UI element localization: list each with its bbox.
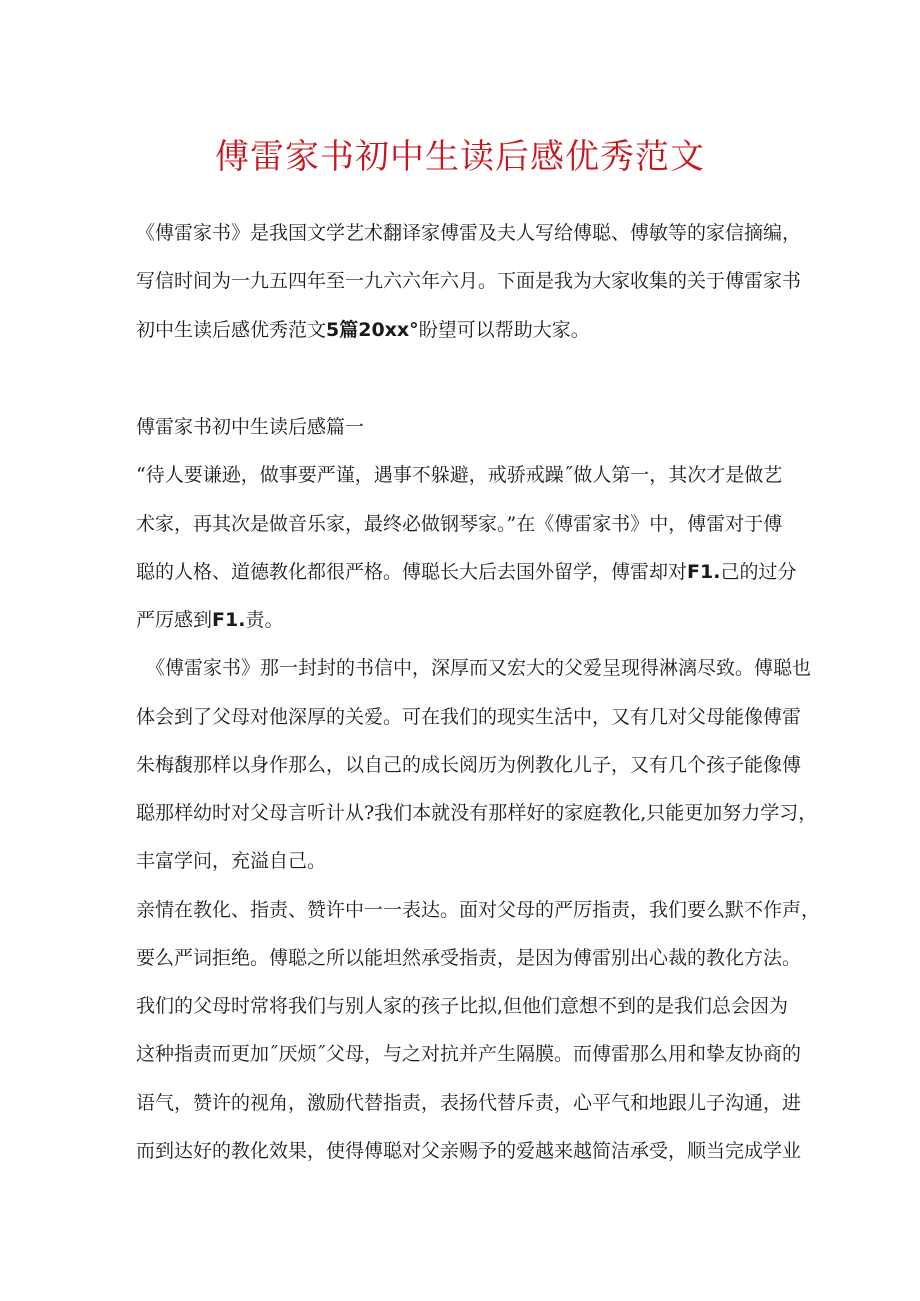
para3-line-5: 语气，赞许的视角，激励代替指责，表扬代替斥责，心平气和地跟儿子沟通，进 <box>136 1092 802 1114</box>
para3-line-4: 这种指责而更加˝厌烦˝父母，与之对抗并产生隔膜。而傅雷那么用和挚友协商的 <box>136 1043 802 1065</box>
para1-line-2: 术家，再其次是做音乐家，最终必做钢琴家。”在《傅雷家书》中，傅雷对于傅 <box>136 513 783 535</box>
section-heading: 傅雷家书初中生读后感篇一 <box>136 416 365 438</box>
para1-line-4-text-c: 责。 <box>245 609 284 631</box>
para1-line-4-text-a: 严厉感到 <box>136 609 213 631</box>
para3-line-3: 我们的父母时常将我们与别人家的孩子比拟,但他们意想不到的是我们总会因为 <box>136 995 789 1017</box>
para3-line-2: 要么严词拒绝。傅聪之所以能坦然承受指责，是因为傅雷别出心裁的教化方法。 <box>136 947 802 969</box>
para2-line-4: 聪那样幼时对父母言听计从?我们本就没有那样好的家庭教化,只能更加努力学习， <box>136 802 818 824</box>
intro-line-1: 《傅雷家书》是我国文学艺术翻译家傅雷及夫人写给傅聪、傅敏等的家信摘编， <box>136 222 802 244</box>
intro-line-3-text-c: 盼望可以帮助大家。 <box>418 319 590 341</box>
document-title: 傅雷家书初中生读后感优秀范文 <box>215 137 705 177</box>
para3-line-1: 亲情在教化、指责、赞许中一一表达。面对父母的严厉指责，我们要么默不作声， <box>136 899 821 921</box>
intro-line-2: 写信时间为一九五四年至一九六六年六月。下面是我为大家收集的关于傅雷家书 <box>136 270 802 292</box>
para2-line-1: 《傅雷家书》那一封封的书信中，深厚而又宏大的父爱呈现得淋漓尽致。傅聪也 <box>146 657 812 679</box>
para2-line-3: 朱梅馥那样以身作那么，以自己的成长阅历为例教化儿子，又有几个孩子能像傅 <box>136 754 802 776</box>
para3-line-6: 而到达好的教化效果，使得傅聪对父亲赐予的爱越来越简洁承受，顺当完成学业 <box>136 1140 802 1162</box>
para2-line-2: 体会到了父母对他深厚的关爱。可在我们的现实生活中，又有几对父母能像傅雷 <box>136 706 802 728</box>
intro-line-3 <box>136 315 796 345</box>
para1-line-4-garbled: F1. <box>212 609 246 631</box>
para1-line-3-garbled: F1. <box>687 561 721 583</box>
para1-line-3-text-a: 聪的人格、道德教化都很严格。傅聪长大后去国外留学，傅雷却对 <box>136 561 688 583</box>
intro-line-3-count: 5篇20xx° <box>326 319 419 341</box>
para1-line-3 <box>136 557 796 587</box>
para1-line-4 <box>136 605 796 635</box>
para2-line-5: 丰富学问，充溢自己。 <box>136 850 327 872</box>
intro-line-3-text-a: 初中生读后感优秀范文 <box>136 319 327 341</box>
para1-line-3-text-c: 己的过分 <box>720 561 797 583</box>
para1-line-1: “待人要谦逊，做事要严谨，遇事不躲避，戒骄戒躁˝做人第一，其次才是做艺 <box>136 464 783 486</box>
